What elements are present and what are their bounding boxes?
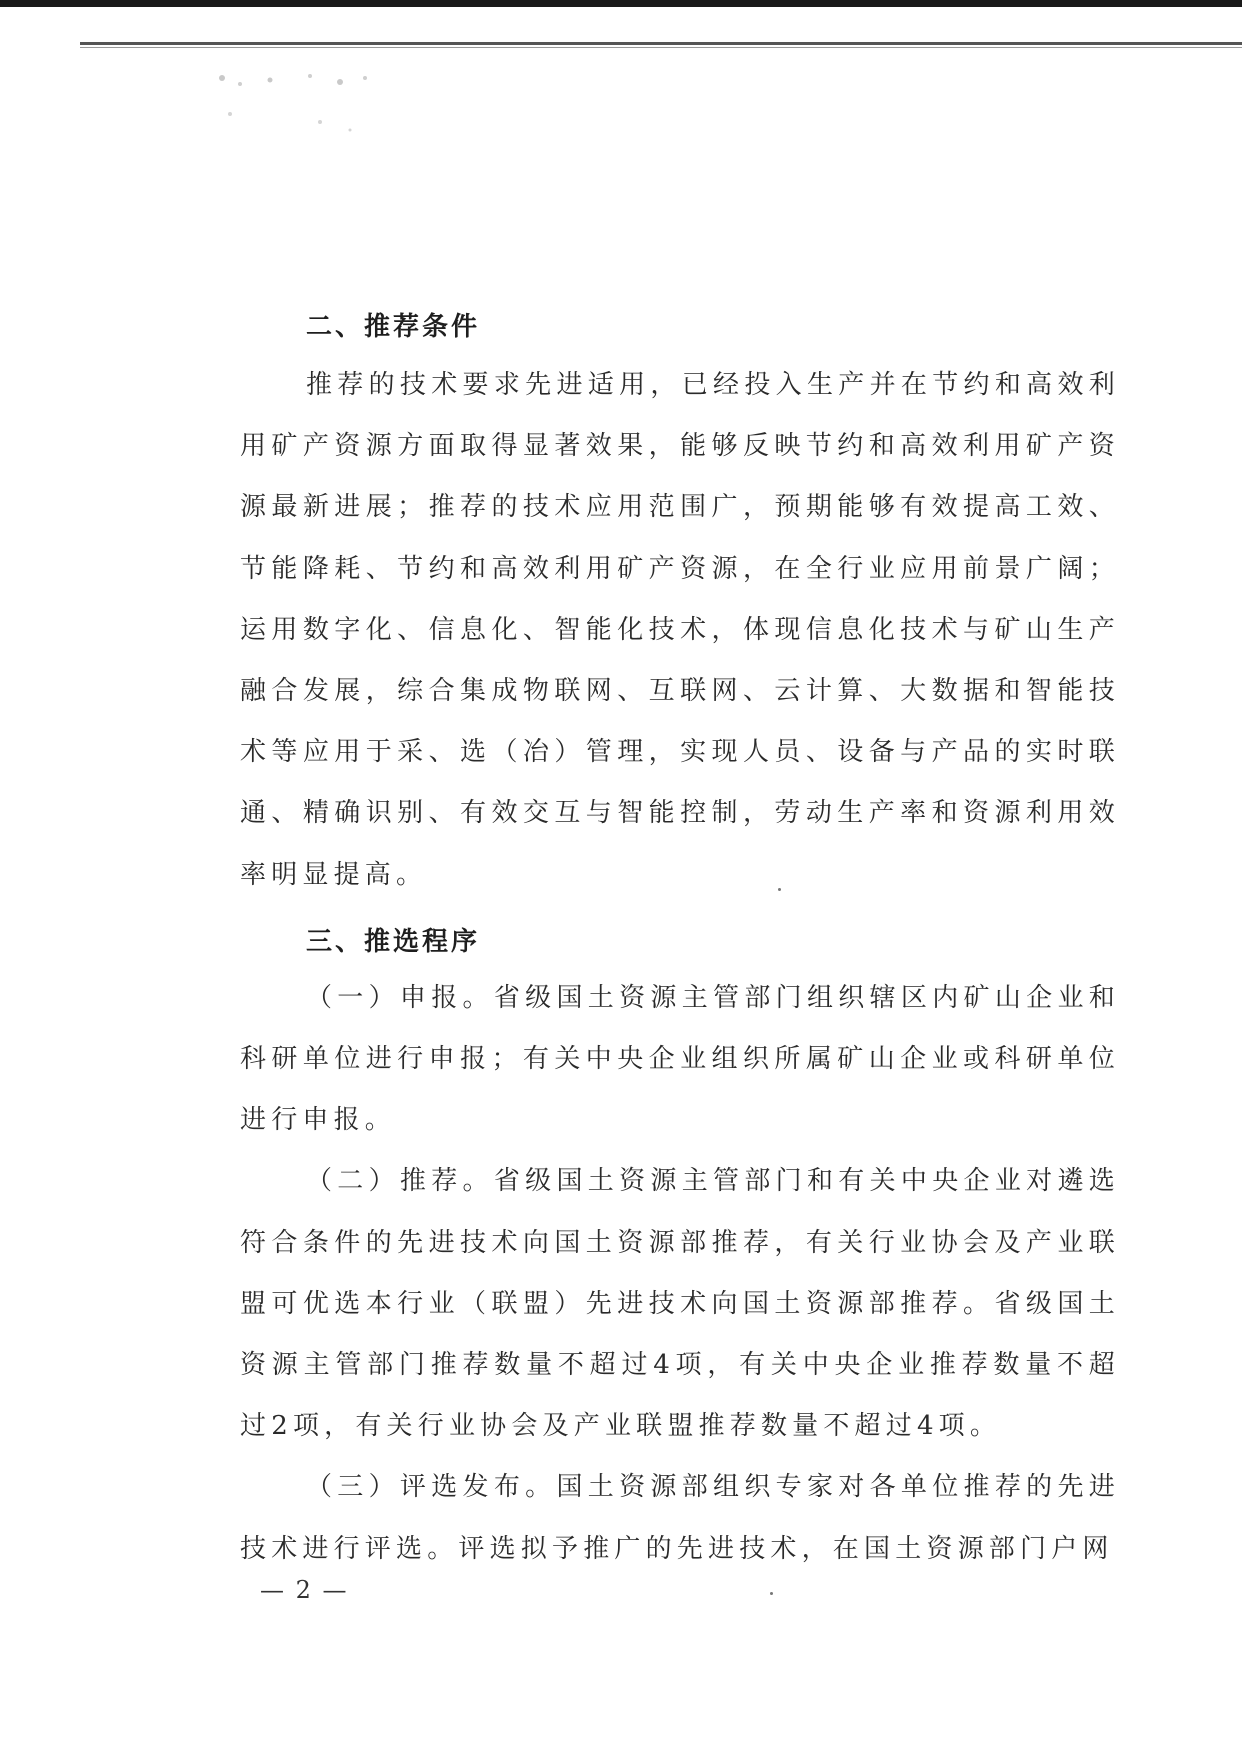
scan-speck — [770, 1592, 773, 1595]
paragraph-conditions: 推荐的技术要求先进适用，已经投入生产并在节约和高效利用矿产资源方面取得显著效果，能够反映节约和高效利用矿产资源最新进展；推荐的技术应用范围广，预期能够有效提高工效、节能降耗、节约和高效利用矿产资源，在全行业应用前景广阔；运用数字化、信息化、智能化技术，体现信息化技术与矿山生产融合发展，综合集成物联网、互联网、云计算、大数据和智能技术等应用于采、选（冶）管理，实现人员、设备与产品的实时联通、精确识别、有效交互与智能控制，劳动生产率和资源利用效率明显提高。 — [240, 370, 1120, 890]
paragraph-application: （一）申报。省级国土资源主管部门组织辖区内矿山企业和科研单位进行申报；有关中央企业组织所属矿山企业或科研单位进行申报。 — [240, 982, 1120, 1136]
paragraph-recommendation: （二）推荐。省级国土资源主管部门和有关中央企业对遴选符合条件的先进技术向国土资源部推荐，有关行业协会及产业联盟可优选本行业（联盟）先进技术向国土资源部推荐。省级国土资源主管部门推荐数量不超过4项，有关中央企业推荐数量不超过2项，有关行业协会及产业联盟推荐数量不超过4项。 — [240, 1166, 1120, 1442]
section-heading-procedure: 三、推选程序 — [306, 926, 481, 957]
header-rule — [80, 42, 1242, 45]
paragraph-evaluation: （三）评选发布。国土资源部组织专家对各单位推荐的先进技术进行评选。评选拟予推广的先进技术，在国土资源部门户网 — [240, 1472, 1120, 1564]
page-number: — 2 — — [260, 1576, 349, 1604]
header-rule-thin — [80, 47, 1242, 48]
scan-artifact — [200, 70, 390, 140]
section-heading-conditions: 二、推荐条件 — [306, 312, 481, 342]
document-body — [240, 305, 1120, 1580]
scan-top-edge — [0, 0, 1242, 7]
scan-speck — [778, 888, 781, 891]
